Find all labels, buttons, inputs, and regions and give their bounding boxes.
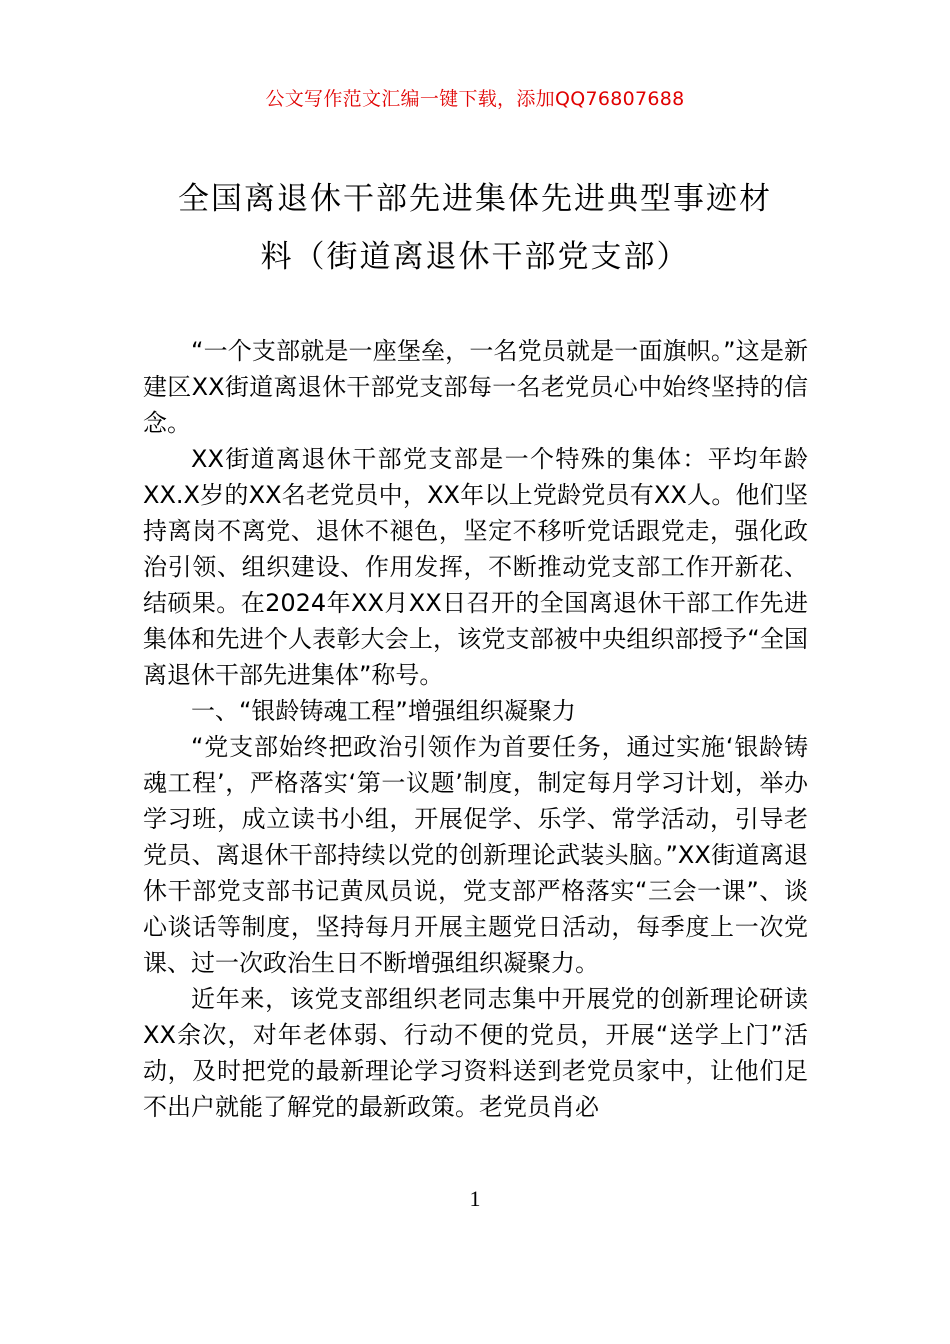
paragraph-branch-overview: XX街道离退休干部党支部是一个特殊的集体：平均年龄XX.X岁的XX名老党员中，XX年以上党龄党员有XX人。他们坚持离岗不离党、退休不褪色，坚定不移听党话跟党走，强化政治引领、组织建设、作用发挥，不断推动党支部工作开新花、结硕果。在2024年XX月XX日召开的全国离退休干部工作先进集体和先进个人表彰大会上，该党支部被中央组织部授予“全国离退休干部先进集体”称号。 [143,445,808,689]
document-title-line-1: 全国离退休干部先进集体先进典型事迹材 [178,181,772,217]
paragraph-quote-secretary: “党支部始终把政治引领作为首要任务，通过实施‘银龄铸魂工程’，严格落实‘第一议题’制度，制定每月学习计划，举办学习班，成立读书小组，开展促学、乐学、常学活动，引导老党员、离退休干部持续以党的创新理论武装头脑。”XX街道离退休干部党支部书记黄凤员说，党支部严格落实“三会一课”、谈心谈话等制度，坚持每月开展主题党日活动，每季度上一次党课、过一次政治生日不断增强组织凝聚力。 [143,733,808,977]
paragraph-intro: “一个支部就是一座堡垒，一名党员就是一面旗帜。”这是新建区XX街道离退休干部党支部每一名老党员心中始终坚持的信念。 [143,337,808,437]
document-body [143,333,808,1125]
document-title-line-2: 料（街道离退休干部党支部） [260,239,690,275]
header-download-note: 公文写作范文汇编一键下载，添加QQ76807688 [265,88,685,110]
document-title [140,170,810,286]
page-number: 1 [469,1186,481,1211]
paragraph-recent-years: 近年来，该党支部组织老同志集中开展党的创新理论研读XX余次，对年老体弱、行动不便的党员，开展“送学上门”活动，及时把党的最新理论学习资料送到老党员家中，让他们足不出户就能了解党的最新政策。老党员肖必 [143,985,808,1121]
section-heading-1: 一、“银龄铸魂工程”增强组织凝聚力 [191,697,576,725]
